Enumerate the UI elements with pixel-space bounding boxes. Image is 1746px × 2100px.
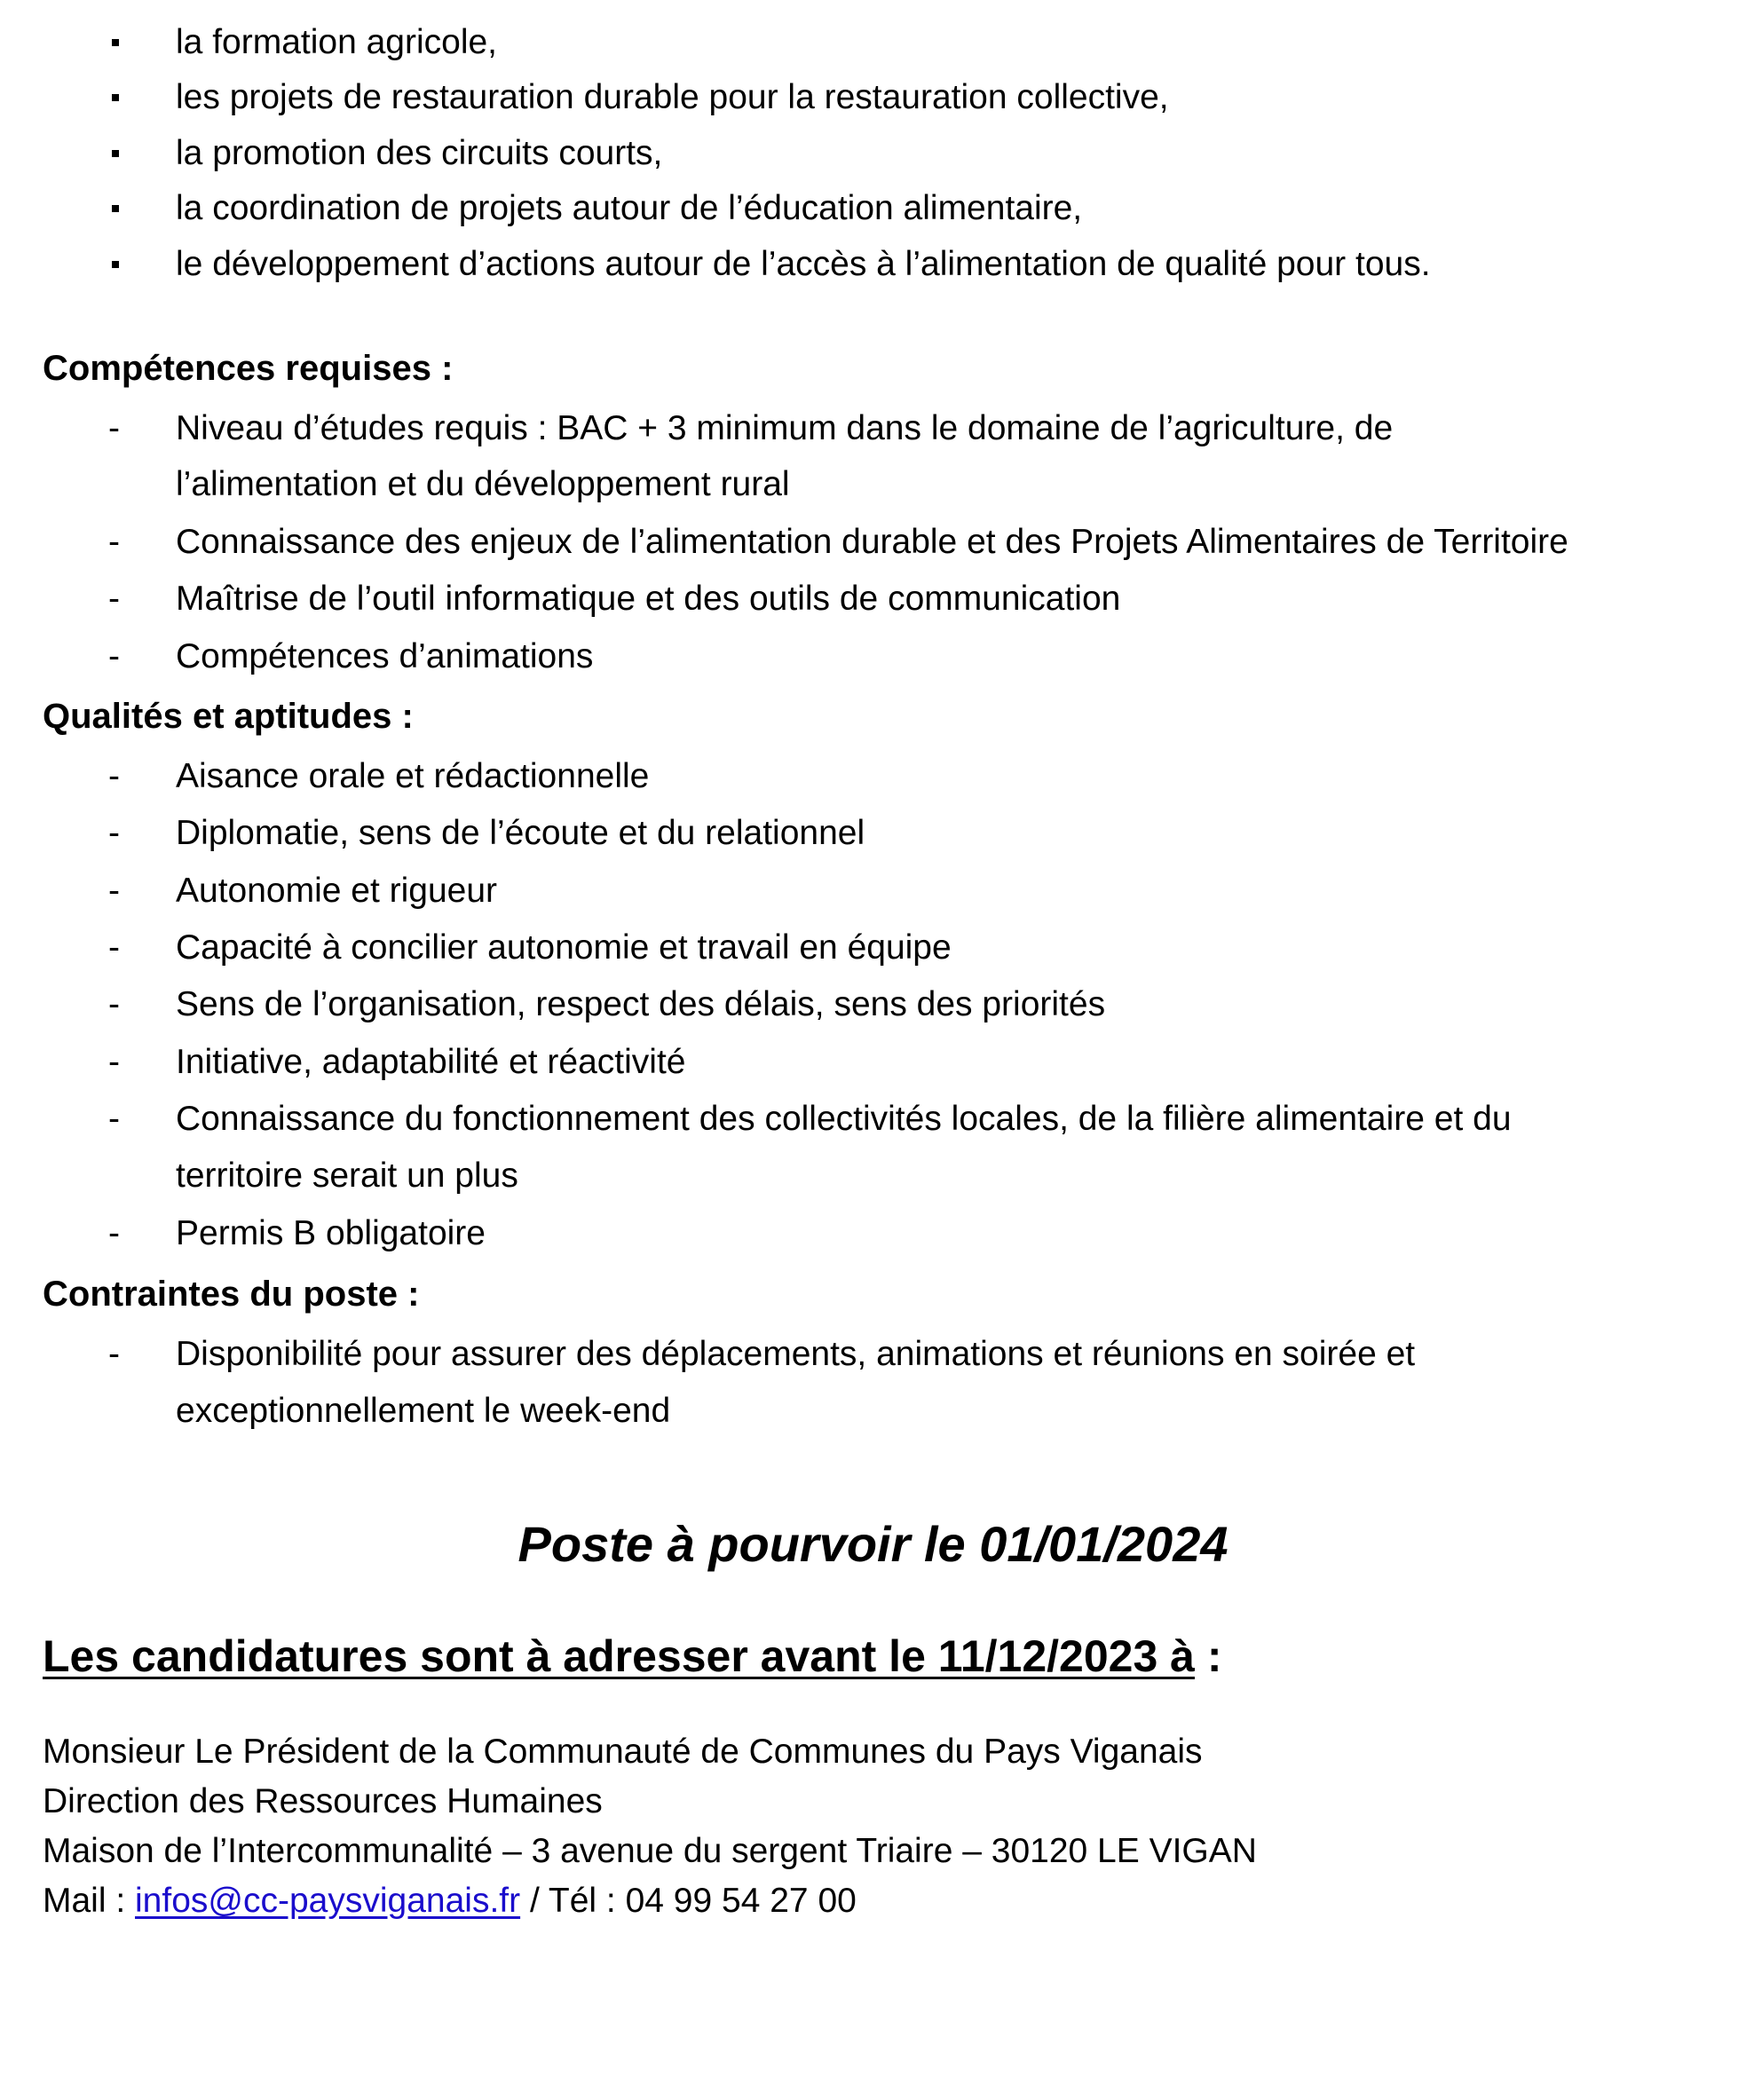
list-item: Niveau d’études requis : BAC + 3 minimum dans le domaine de l’agriculture, de — [176, 409, 1394, 447]
dash-marker: - — [108, 872, 120, 910]
list-item-continuation: l’alimentation et du développement rural — [176, 465, 790, 503]
list-item: Disponibilité pour assurer des déplacements, animations et réunions en soirée et — [176, 1335, 1416, 1373]
bullet-icon — [112, 39, 119, 46]
list-item: Compétences d’animations — [176, 637, 594, 675]
dash-marker: - — [108, 1100, 120, 1138]
contraintes-heading: Contraintes du poste : — [43, 1275, 420, 1314]
list-item: la promotion des circuits courts, — [176, 134, 663, 172]
address-street: Maison de l’Intercommunalité – 3 avenue du sergent Triaire – 30120 LE VIGAN — [43, 1832, 1257, 1870]
candidatures-deadline: Les candidatures sont à adresser avant le 11/12/2023 à — [43, 1631, 1195, 1681]
list-item: Capacité à concilier autonomie et travail en équipe — [176, 928, 952, 967]
dash-marker: - — [108, 580, 120, 618]
mail-link[interactable]: infos@cc-paysviganais.fr — [135, 1882, 521, 1920]
dash-marker: - — [108, 1043, 120, 1081]
dash-marker: - — [108, 637, 120, 675]
list-item: la coordination de projets autour de l’éducation alimentaire, — [176, 189, 1083, 227]
address-recipient: Monsieur Le Président de la Communauté de Communes du Pays Viganais — [43, 1733, 1203, 1771]
candidatures-heading — [43, 1630, 1222, 1683]
bullet-icon — [112, 261, 119, 268]
bullet-icon — [112, 150, 119, 157]
list-item-continuation: exceptionnellement le week-end — [176, 1392, 671, 1430]
list-item: Permis B obligatoire — [176, 1214, 486, 1252]
dash-marker: - — [108, 1335, 120, 1373]
dash-marker: - — [108, 523, 120, 561]
mail-label: Mail : — [43, 1882, 136, 1920]
list-item: Maîtrise de l’outil informatique et des outils de communication — [176, 580, 1121, 618]
dash-marker: - — [108, 757, 120, 795]
list-item: Autonomie et rigueur — [176, 872, 498, 910]
dash-marker: - — [108, 814, 120, 852]
list-item: Diplomatie, sens de l’écoute et du relationnel — [176, 814, 865, 852]
candidatures-colon: : — [1194, 1631, 1222, 1681]
dash-marker: - — [108, 985, 120, 1023]
dash-marker: - — [108, 928, 120, 967]
dash-marker: - — [108, 409, 120, 447]
list-item-continuation: territoire serait un plus — [176, 1157, 518, 1195]
poste-date-title: Poste à pourvoir le 01/01/2024 — [517, 1516, 1229, 1572]
dash-marker: - — [108, 1214, 120, 1252]
list-item: le développement d’actions autour de l’accès à l’alimentation de qualité pour tous. — [176, 245, 1431, 283]
list-item: Aisance orale et rédactionnelle — [176, 757, 650, 795]
list-item: Initiative, adaptabilité et réactivité — [176, 1043, 686, 1081]
address-department: Direction des Ressources Humaines — [43, 1782, 603, 1820]
list-item: Connaissance du fonctionnement des collectivités locales, de la filière alimentaire et du — [176, 1100, 1512, 1138]
phone-text: / Tél : 04 99 54 27 00 — [520, 1882, 857, 1920]
bullet-icon — [112, 205, 119, 212]
list-item: Sens de l’organisation, respect des délais, sens des priorités — [176, 985, 1106, 1023]
list-item: la formation agricole, — [176, 23, 498, 61]
qualites-heading: Qualités et aptitudes : — [43, 697, 414, 736]
competences-heading: Compétences requises : — [43, 349, 454, 388]
bullet-icon — [112, 94, 119, 101]
list-item: les projets de restauration durable pour la restauration collective, — [176, 78, 1169, 116]
list-item: Connaissance des enjeux de l’alimentation durable et des Projets Alimentaires de Territoire — [176, 523, 1568, 561]
address-contact — [43, 1880, 857, 1922]
